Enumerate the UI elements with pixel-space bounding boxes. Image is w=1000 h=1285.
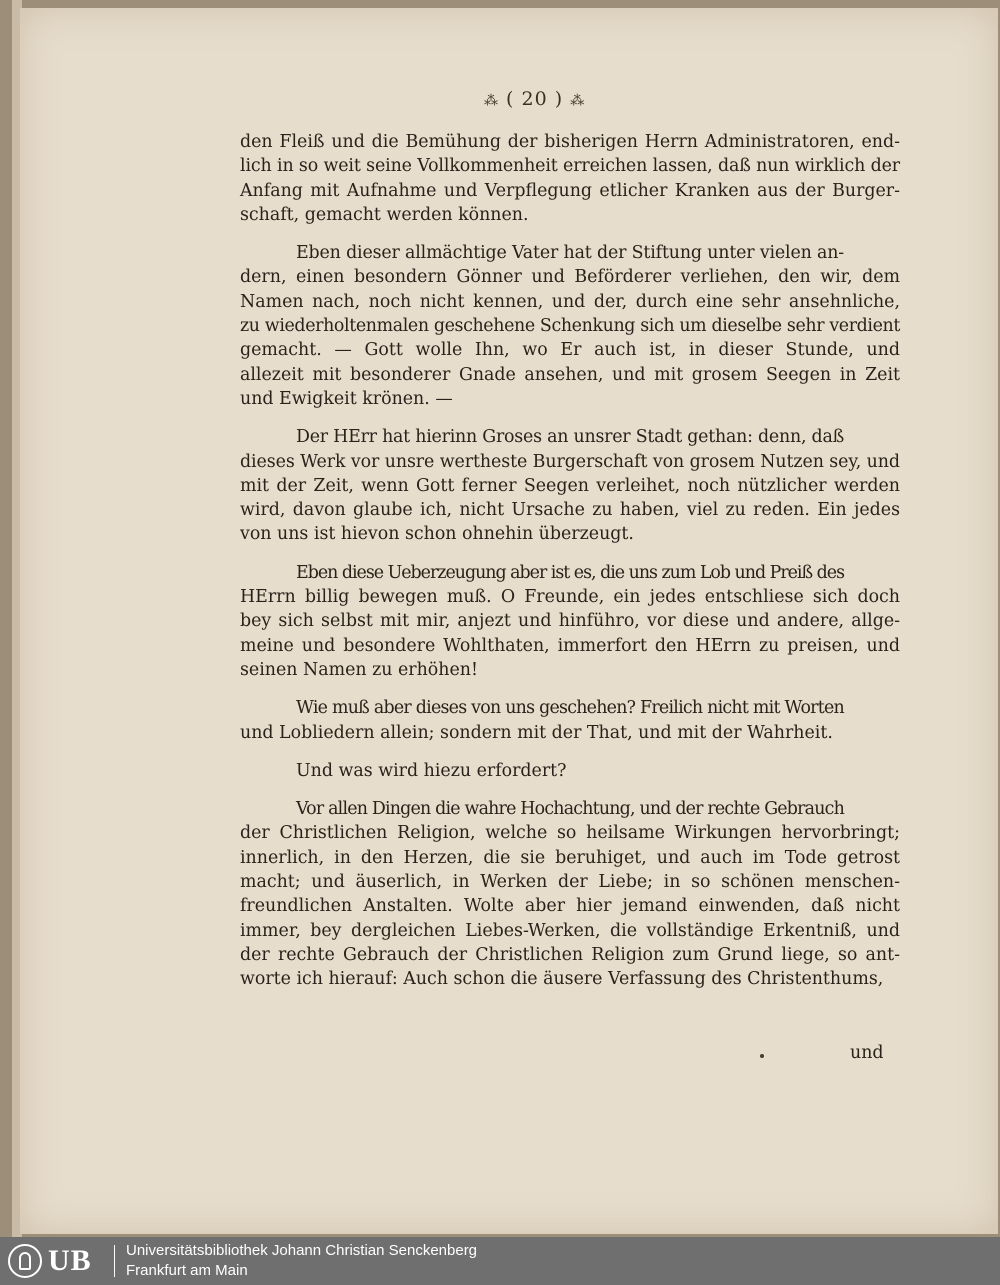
text-line: wird, davon glaube ich, nicht Ursache zu haben, viel zu reden. Ein jedes — [240, 500, 900, 521]
text-line: von uns ist hievon schon ohnehin überzeugt. — [240, 524, 634, 545]
text-line: zu wiederholtenmalen geschehene Schenkung sich um dieselbe sehr verdient — [240, 316, 900, 337]
library-emblem-icon — [8, 1244, 42, 1278]
ink-speck — [760, 1054, 764, 1058]
paragraph — [240, 696, 900, 745]
footer-institution — [126, 1241, 477, 1281]
paragraph — [240, 797, 900, 991]
ornament-right: ⁂ — [570, 93, 586, 109]
ub-logo[interactable] — [8, 1241, 92, 1281]
text-line: macht; und äuserlich, in Werken der Liebe; in so schönen menschen- — [240, 872, 900, 893]
text-line: Der HErr hat hierinn Groses an unsrer Stadt gethan: denn, daß — [296, 427, 844, 448]
text-line: innerlich, in den Herzen, die sie beruhiget, und auch im Tode getrost — [240, 847, 900, 868]
text-line: Wie muß aber dieses von uns geschehen? Freilich nicht mit Worten — [296, 698, 844, 719]
text-line: allezeit mit besonderer Gnade ansehen, und mit grosem Seegen in Zeit — [240, 364, 900, 385]
body-text — [240, 130, 900, 1006]
text-line: freundlichen Anstalten. Wolte aber hier jemand einwenden, daß nicht — [240, 896, 900, 917]
text-line: dern, einen besondern Gönner und Beförderer verliehen, den wir, dem — [240, 267, 900, 288]
paragraph — [240, 241, 900, 411]
text-line: Eben dieser allmächtige Vater hat der Stiftung unter vielen an- — [296, 243, 844, 264]
footer-bar — [0, 1237, 1000, 1285]
text-line: HErrn billig bewegen muß. O Freunde, ein jedes entschliese sich doch — [240, 587, 900, 608]
text-line: seinen Namen zu erhöhen! — [240, 659, 478, 680]
text-line: Vor allen Dingen die wahre Hochachtung, und der rechte Gebrauch — [296, 799, 844, 820]
text-line: Und was wird hiezu erfordert? — [296, 760, 567, 781]
text-line: lich in so weit seine Vollkommenheit erreichen lassen, daß nun wirklich der — [240, 156, 900, 177]
text-line: bey sich selbst mit mir, anjezt und hinführo, vor diese und andere, allge- — [240, 611, 900, 632]
text-line: schaft, gemacht werden können. — [240, 204, 529, 225]
text-line: der Christlichen Religion, welche so heilsame Wirkungen hervorbringt; — [240, 823, 900, 844]
page-number — [484, 88, 585, 110]
text-line: gemacht. — Gott wolle Ihn, wo Er auch ist, in dieser Stunde, und — [240, 340, 900, 361]
text-line: und Lobliedern allein; sondern mit der That, und mit der Wahrheit. — [240, 722, 833, 743]
catchword: und — [850, 1043, 884, 1063]
text-line: immer, bey dergleichen Liebes-Werken, die vollständige Erkentniß, und — [240, 920, 900, 941]
text-line: worte ich hierauf: Auch schon die äusere Verfassung des Christenthums, — [240, 969, 884, 990]
text-line: den Fleiß und die Bemühung der bisherigen Herrn Administratoren, end- — [240, 132, 900, 152]
text-line: Anfang mit Aufnahme und Verpflegung etlicher Kranken aus der Burger- — [240, 180, 900, 201]
paragraph — [240, 561, 900, 682]
text-line: der rechte Gebrauch der Christlichen Religion zum Grund liege, so ant- — [240, 944, 900, 965]
footer-line-2: Frankfurt am Main — [126, 1262, 248, 1279]
paragraph — [240, 425, 900, 546]
text-line: meine und besondere Wohlthaten, immerfort den HErrn zu preisen, und — [240, 635, 900, 656]
footer-divider — [114, 1245, 115, 1277]
logo-text: UB — [48, 1244, 92, 1277]
text-line: mit der Zeit, wenn Gott ferner Seegen verleihet, noch nützlicher werden — [240, 475, 900, 496]
text-line: dieses Werk vor unsre wertheste Burgerschaft von grosem Nutzen sey, und — [240, 451, 900, 472]
page-number-text: ( 20 ) — [506, 88, 564, 110]
text-line: und Ewigkeit krönen. — — [240, 388, 453, 409]
ornament-left: ⁂ — [484, 93, 499, 109]
text-line: Namen nach, noch nicht kennen, und der, durch eine sehr ansehnliche, — [240, 291, 900, 312]
paragraph — [240, 759, 900, 783]
footer-line-1: Universitätsbibliothek Johann Christian Senckenberg — [126, 1242, 478, 1259]
text-line: Eben diese Ueberzeugung aber ist es, die uns zum Lob und Preiß des — [296, 562, 844, 583]
paragraph — [240, 130, 900, 227]
